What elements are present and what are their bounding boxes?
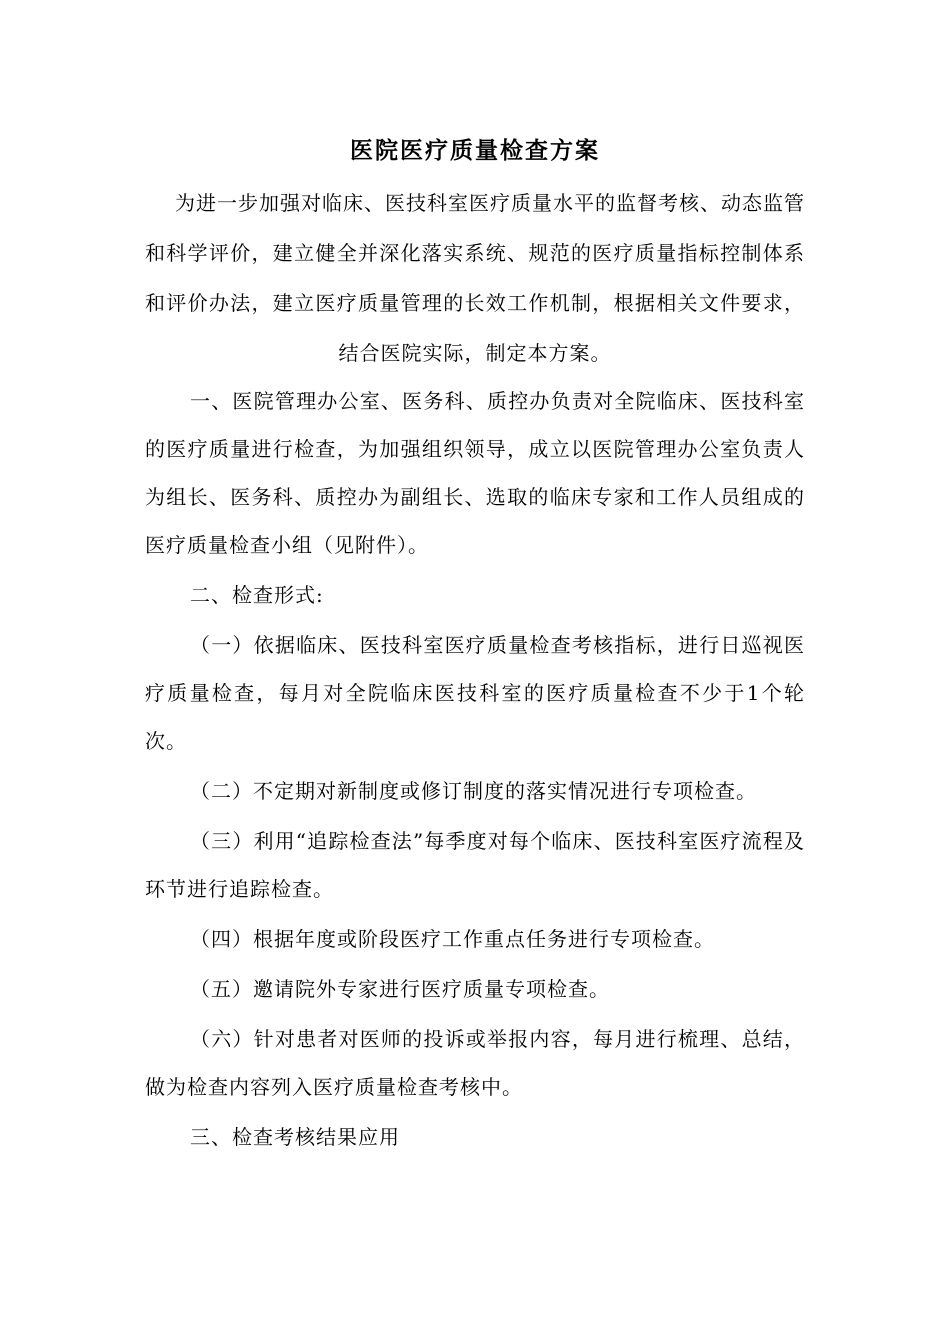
paragraph-section-2-heading: 二、检查形式: bbox=[190, 583, 324, 607]
paragraph-item-5: （五）邀请院外专家进行医疗质量专项检查。 bbox=[190, 977, 610, 1001]
paragraph-item-2: （二）不定期对新制度或修订制度的落实情况进行专项检查。 bbox=[190, 779, 757, 803]
document-body bbox=[145, 377, 805, 1163]
paragraph-section-1: 一、医院管理办公室、医务科、质控办负责对全院临床、医技科室的医疗质量进行检查，为加强组织领导，成立以医院管理办公室负责人为组长、医务科、质控办为副组长、选取的临床专家和工作人员组成的医疗质量检查小组（见附件）。 bbox=[145, 389, 805, 557]
intro-paragraph: 为进一步加强对临床、医技科室医疗质量水平的监督考核、动态监管和科学评价，建立健全并深化落实系统、规范的医疗质量指标控制体系和评价办法，建立医疗质量管理的长效工作机制，根据相关文件要求，结合医院实际，制定本方案。 bbox=[145, 191, 805, 365]
document-title: 医院医疗质量检查方案 bbox=[350, 137, 600, 164]
paragraph-item-3: （三）利用“追踪检查法”每季度对每个临床、医技科室医疗流程及环节进行追踪检查。 bbox=[145, 829, 805, 901]
paragraph-section-3-heading: 三、检查考核结果应用 bbox=[190, 1125, 400, 1149]
paragraph-item-4: （四）根据年度或阶段医疗工作重点任务进行专项检查。 bbox=[190, 927, 715, 951]
paragraph-item-6: （六）针对患者对医师的投诉或举报内容，每月进行梳理、总结，做为检查内容列入医疗质量检查考核中。 bbox=[145, 1027, 805, 1099]
paragraph-item-1: （一）依据临床、医技科室医疗质量检查考核指标，进行日巡视医疗质量检查，每月对全院临床医技科室的医疗质量检查不少于1个轮次。 bbox=[145, 633, 805, 753]
